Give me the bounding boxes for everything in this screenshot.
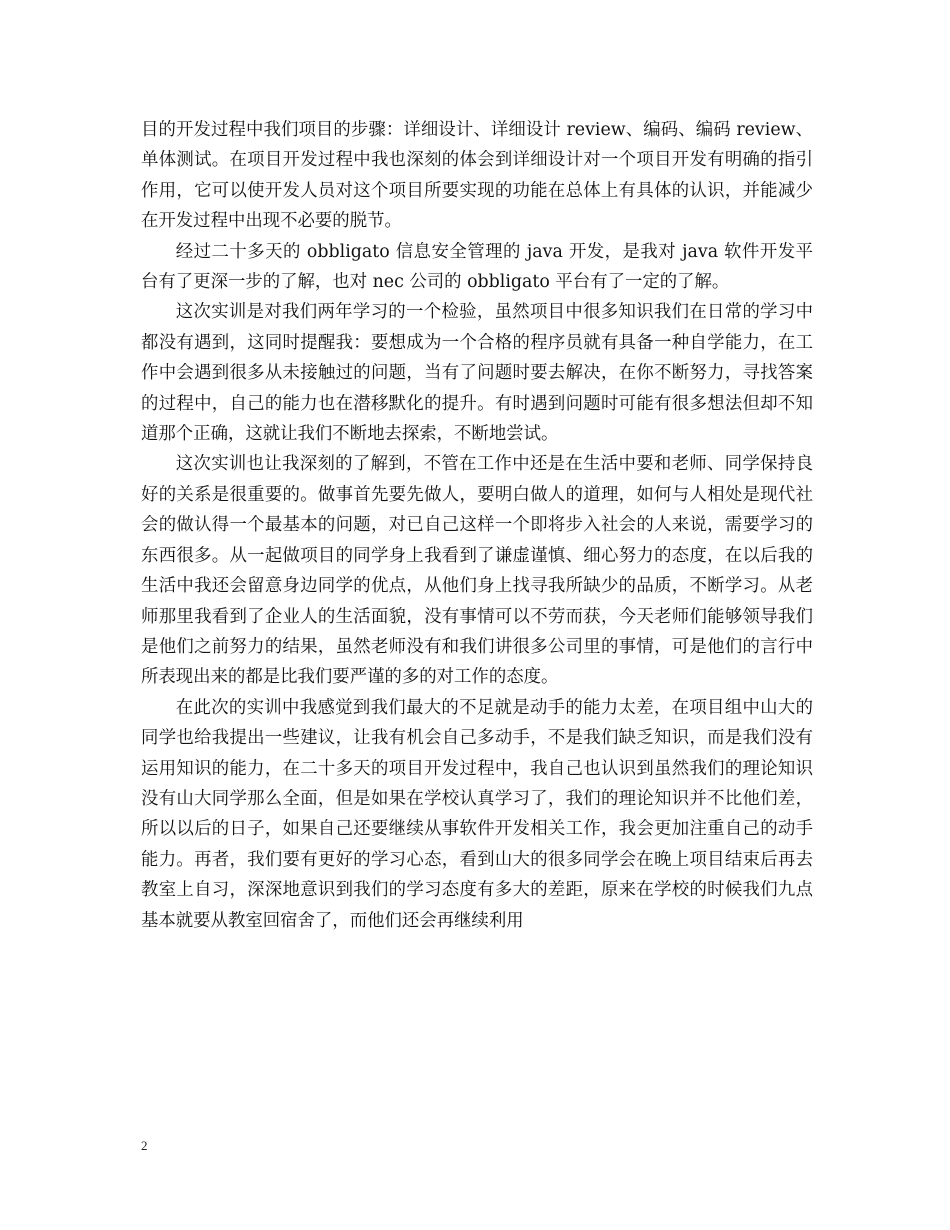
page-number: 2 <box>141 1138 148 1153</box>
paragraph-shortcomings: 在此次的实训中我感觉到我们最大的不足就是动手的能力太差，在项目组中山大的同学也给我提出一些建议，让我有机会自己多动手，不是我们缺乏知识，而是我们没有运用知识的能力，在二十多天的项目开发过程中，我自己也认识到虽然我们的理论知识没有山大同学那么全面，但是如果在学校认真学习了，我们的理论知识并不比他们差，所以以后的日子，如果自己还要继续从事软件开发相关工作，我会更加注重自己的动手能力。再者，我们要有更好的学习心态，看到山大的很多同学会在晚上项目结束后再去教室上自习，深深地意识到我们的学习态度有多大的差距，原来在学校的时候我们九点基本就要从教室回宿舍了，而他们还会再继续利用 <box>141 697 813 931</box>
paragraph-obbligato: 经过二十多天的 obbligato 信息安全管理的 java 开发，是我对 java 软件开发平台有了更深一步的了解，也对 nec 公司的 obbligato 平台有了一定的了解。 <box>141 241 813 293</box>
paragraph-relationships: 这次实训也让我深刻的了解到，不管在工作中还是在生活中要和老师、同学保持良好的关系是很重要的。做事首先要先做人，要明白做人的道理，如何与人相处是现代社会的做认得一个最基本的问题，对已自己这样一个即将步入社会的人来说，需要学习的东西很多。从一起做项目的同学身上我看到了谦虚谨慎、细心努力的态度，在以后我的生活中我还会留意身边同学的优点，从他们身上找寻我所缺少的品质，不断学习。从老师那里我看到了企业人的生活面貌，没有事情可以不劳而获，今天老师们能够领导我们是他们之前努力的结果，虽然老师没有和我们讲很多公司里的事情，可是他们的言行中所表现出来的都是比我们要严谨的多的对工作的态度。 <box>141 454 813 688</box>
document-body <box>141 115 813 936</box>
paragraph-training-test: 这次实训是对我们两年学习的一个检验，虽然项目中很多知识我们在日常的学习中都没有遇到，这同时提醒我：要想成为一个合格的程序员就有具备一种自学能力，在工作中会遇到很多从未接触过的问题，当有了问题时要去解决，在你不断努力，寻找答案的过程中，自己的能力也在潜移默化的提升。有时遇到问题时可能有很多想法但却不知道那个正确，这就让我们不断地去探索，不断地尝试。 <box>141 302 813 445</box>
paragraph-continuation: 目的开发过程中我们项目的步骤：详细设计、详细设计 review、编码、编码 review、单体测试。在项目开发过程中我也深刻的体会到详细设计对一个项目开发有明确的指引作用，它可以使开发人员对这个项目所要实现的功能在总体上有具体的认识，并能减少在开发过程中出现不必要的脱节。 <box>141 120 813 232</box>
